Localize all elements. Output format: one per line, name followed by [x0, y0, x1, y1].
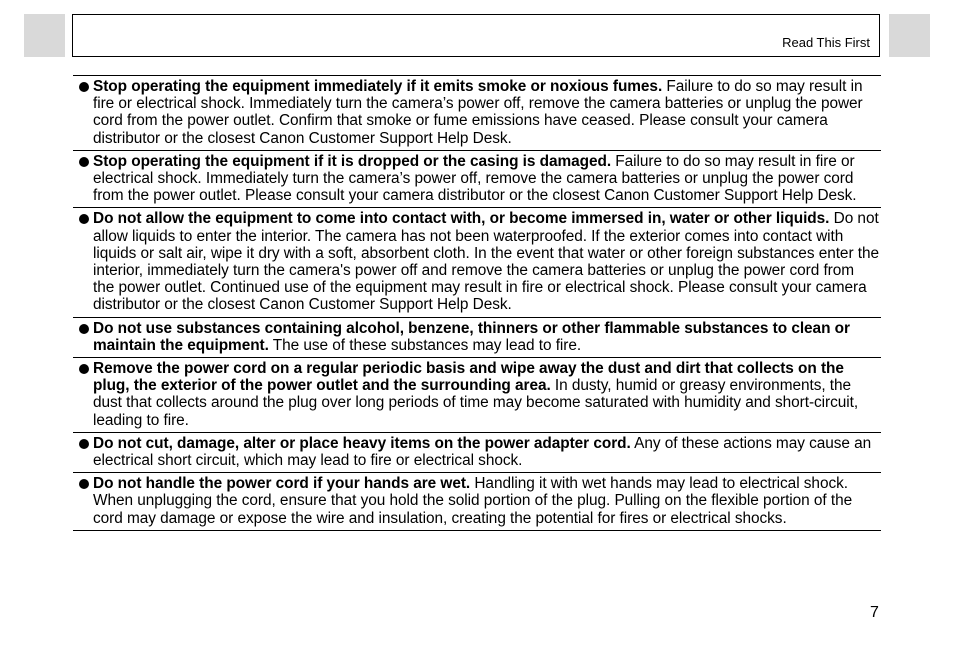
warning-heading: Do not allow the equipment to come into contact with, or become immersed in, water or other liquids.	[93, 210, 830, 228]
warning-item	[73, 358, 881, 433]
warning-heading: Remove the power cord on a regular periodic basis and wipe away the dust and dirt that collects on the plug, the exterior of the power outlet and the surrounding area.	[93, 360, 844, 395]
bullet-icon	[79, 214, 89, 224]
bullet-icon	[79, 479, 89, 489]
warning-body: Failure to do so may result in fire or electrical shock. Immediately turn the camera’s power off, remove the camera batteries or unplug the power cord from the power outlet. Confirm that smoke or fume emissions have ceased. Please consult your camera distributor or the closest Canon Customer Support Help Desk.	[93, 78, 863, 147]
warning-body: Do not allow liquids to enter the interior. The camera has not been waterproofed. If the exterior comes into contact with liquids or salt air, wipe it dry with a soft, absorbent cloth. In the event that water or other foreign substances enter the interior, immediately turn the camera's power off and remove the camera batteries or unplug the power cord from the power outlet. Continued use of the equipment may result in fire or electrical shock. Please consult your camera distributor or the closest Canon Customer Support Help Desk.	[93, 210, 879, 314]
warning-body: The use of these substances may lead to fire.	[268, 336, 582, 354]
left-margin-tab	[24, 14, 65, 57]
page-number: 7	[870, 604, 879, 621]
warning-item	[73, 318, 881, 358]
bullet-icon	[79, 324, 89, 334]
warning-body: In dusty, humid or greasy environments, the dust that collects around the plug over long periods of time may become saturated with humidity and short-circuit, leading to fire.	[93, 377, 859, 429]
bullet-icon	[79, 157, 89, 167]
warning-body: Failure to do so may result in fire or electrical shock. Immediately turn the camera’s power off, remove the camera batteries or unplug the power cord from the power outlet. Please consult your camera distributor or the closest Canon Customer Support Help Desk.	[93, 152, 857, 205]
warning-body: Handling it with wet hands may lead to electrical shock. When unplugging the cord, ensure that you hold the solid portion of the plug. Pulling on the flexible portion of the cord may damage or expose the wire and insulation, creating the potential for fires or electrical shocks.	[93, 475, 853, 527]
warning-item	[73, 151, 881, 209]
bullet-icon	[79, 439, 89, 449]
warning-heading: Stop operating the equipment immediately if it emits smoke or noxious fumes.	[93, 78, 663, 95]
warning-item	[73, 473, 881, 531]
warning-item	[73, 208, 881, 317]
warnings-list	[73, 75, 881, 531]
bullet-icon	[79, 82, 89, 92]
warning-heading: Do not handle the power cord if your hands are wet.	[93, 475, 471, 493]
warning-body: Any of these actions may cause an electrical short circuit, which may lead to fire or electrical shock.	[93, 434, 872, 470]
right-margin-tab	[889, 14, 930, 57]
bullet-icon	[79, 364, 89, 374]
warning-heading: Do not cut, damage, alter or place heavy items on the power adapter cord.	[93, 434, 631, 452]
section-title: Read This First	[782, 35, 870, 50]
warning-item	[73, 433, 881, 473]
warning-heading: Do not use substances containing alcohol, benzene, thinners or other flammable substances to clean or maintain the equipment.	[93, 319, 850, 354]
page-header	[72, 14, 880, 57]
warning-heading: Stop operating the equipment if it is dropped or the casing is damaged.	[93, 152, 612, 170]
warning-item	[73, 76, 881, 151]
